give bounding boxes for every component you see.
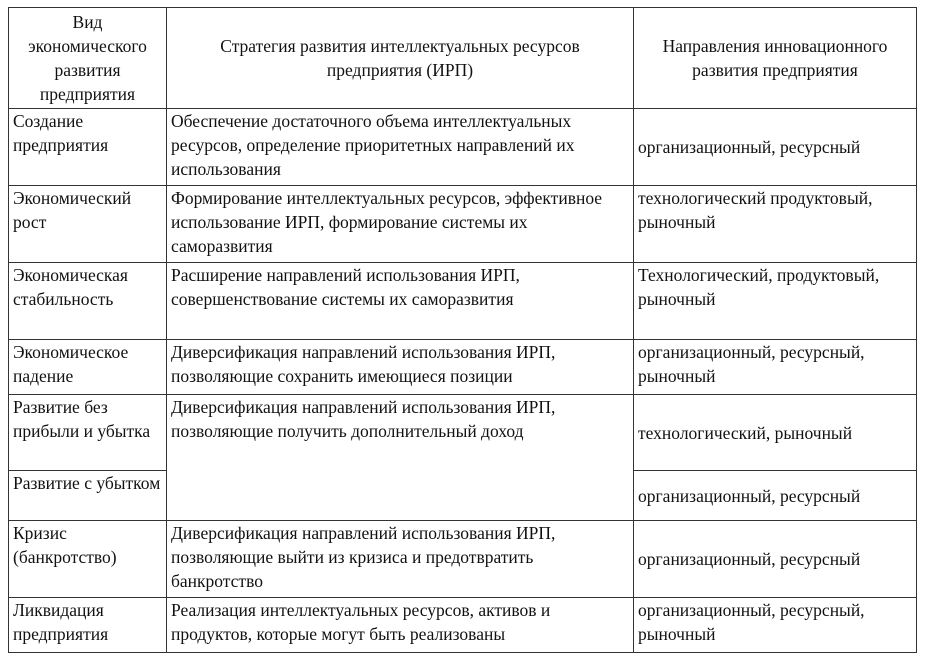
stage-cell: Создание предприятия (9, 109, 167, 186)
table-row (9, 598, 917, 653)
table-row (9, 340, 917, 395)
table-row (9, 109, 917, 186)
stage-cell: Экономическое падение (9, 340, 167, 395)
table-row (9, 395, 917, 471)
strategy-cell: Диверсификация направлений использования ИРП, позволяющие сохранить имеющиеся позиции (167, 340, 634, 395)
directions-cell: организационный, ресурсный (634, 109, 917, 186)
stage-cell: Экономическая стабильность (9, 263, 167, 340)
stage-cell: Кризис (банкротство) (9, 521, 167, 598)
stage-cell: Развитие без прибыли и убытка (9, 395, 167, 471)
strategy-cell: Формирование интеллектуальных ресурсов, эффективное использование ИРП, формирование системы их саморазвития (167, 186, 634, 263)
header-directions: Направления инновационного развития предприятия (634, 8, 917, 109)
header-stage: Вид экономического развития предприятия (9, 8, 167, 109)
strategy-cell: Реализация интеллектуальных ресурсов, активов и продуктов, которые могут быть реализованы (167, 598, 634, 653)
strategy-table (8, 7, 917, 653)
directions-cell: организационный, ресурсный, рыночный (634, 340, 917, 395)
directions-cell: организационный, ресурсный (634, 521, 917, 598)
strategy-cell: Диверсификация направлений использования ИРП, позволяющие получить дополнительный доход (167, 395, 634, 521)
directions-cell: организационный, ресурсный, рыночный (634, 598, 917, 653)
directions-cell: технологический, рыночный (634, 395, 917, 471)
stage-cell: Ликвидация предприятия (9, 598, 167, 653)
strategy-cell: Обеспечение достаточного объема интеллектуальных ресурсов, определение приоритетных направлений их использования (167, 109, 634, 186)
stage-cell: Развитие с убытком (9, 471, 167, 521)
directions-cell: организационный, ресурсный (634, 471, 917, 521)
header-strategy: Стратегия развития интеллектуальных ресурсов предприятия (ИРП) (167, 8, 634, 109)
stage-cell: Экономический рост (9, 186, 167, 263)
table-row (9, 521, 917, 598)
directions-cell: технологический продуктовый, рыночный (634, 186, 917, 263)
table-row (9, 263, 917, 340)
strategy-cell: Расширение направлений использования ИРП, совершенствование системы их саморазвития (167, 263, 634, 340)
header-row (9, 8, 917, 109)
table-row (9, 186, 917, 263)
directions-cell: Технологический, продуктовый, рыночный (634, 263, 917, 340)
strategy-cell: Диверсификация направлений использования ИРП, позволяющие выйти из кризиса и предотвратить банкротство (167, 521, 634, 598)
